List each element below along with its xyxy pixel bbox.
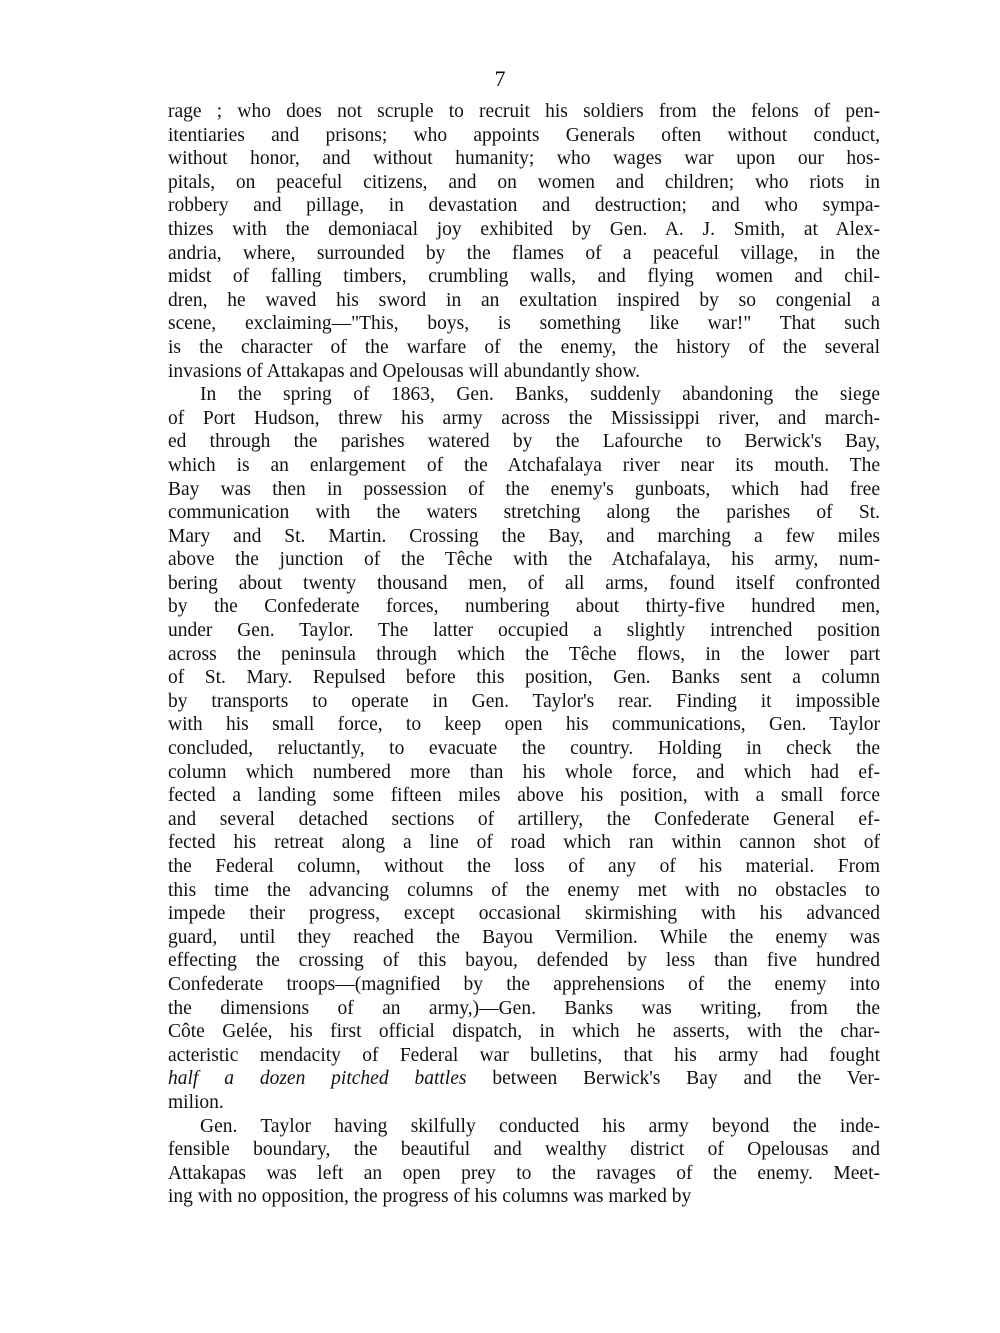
text-line: fected his retreat along a line of road which ran within cannon shot of [168,832,880,854]
text-line: ed through the parishes watered by the Lafourche to Berwick's Bay, [168,431,880,453]
text-line: acteristic mendacity of Federal war bulletins, that his army had fought [168,1044,880,1066]
text-line: is the character of the warfare of the enemy, the history of the several [168,336,880,358]
text-line: impede their progress, except occasional skirmishing with his advanced [168,903,880,925]
emphasized-phrase: half a dozen pitched battles [168,1068,467,1090]
text-line: above the junction of the Têche with the Atchafalaya, his army, num- [168,549,880,571]
text-line: fensible boundary, the beautiful and wealthy district of Opelousas and [168,1139,880,1161]
text-line: with his small force, to keep open his communications, Gen. Taylor [168,714,880,736]
text-line: without honor, and without humanity; who wages war upon our hos- [168,148,880,170]
text-line: Côte Gelée, his first official dispatch, in which he asserts, with the char- [168,1021,880,1043]
text-line: by transports to operate in Gen. Taylor's rear. Finding it impossible [168,690,880,712]
paragraph [168,1115,880,1209]
text-line: dren, he waved his sword in an exultation inspired by so congenial a [168,289,880,311]
text-line: column which numbered more than his whole force, and which had ef- [168,761,880,783]
text-line: the Federal column, without the loss of any of his material. From [168,856,880,877]
text-line: by the Confederate forces, numbering about thirty-five hundred men, [168,596,880,618]
text-line: of Port Hudson, threw his army across the Mississippi river, and march- [168,407,880,429]
text-line: effecting the crossing of this bayou, defended by less than five hundred [168,950,880,972]
text-line: itentiaries and prisons; who appoints Generals often without conduct, [168,124,880,146]
text-line: under Gen. Taylor. The latter occupied a slightly intrenched position [168,620,880,642]
text-line: andria, where, surrounded by the flames of a peaceful village, in the [168,242,880,264]
body-text [168,100,880,1209]
text-line: Attakapas was left an open prey to the ravages of the enemy. Meet- [168,1162,880,1184]
text-line: which is an enlargement of the Atchafalaya river near its mouth. The [168,454,880,476]
text-line: Confederate troops—(magnified by the apprehensions of the enemy into [168,973,880,995]
text-line: milion. [168,1091,224,1113]
text-line: communication with the waters stretching along the parishes of St. [168,502,880,524]
text-line: of St. Mary. Repulsed before this position, Gen. Banks sent a column [168,667,880,689]
text-line: fected a landing some fifteen miles above his position, with a small force [168,785,880,807]
page-number: 7 [494,66,506,91]
text-line: and several detached sections of artillery, the Confederate General ef- [168,808,880,830]
text-line: concluded, reluctantly, to evacuate the country. Holding in check the [168,738,880,760]
paragraph [168,100,880,383]
text-line: half a dozen pitched battles between Berwick's Bay and the Ver- [168,1068,880,1090]
text-line: Bay was then in possession of the enemy's gunboats, which had free [168,478,880,500]
text-line: thizes with the demoniacal joy exhibited by Gen. A. J. Smith, at Alex- [168,218,880,240]
text-line: In the spring of 1863, Gen. Banks, suddenly abandoning the siege [200,384,880,406]
text-line: robbery and pillage, in devastation and destruction; and who sympa- [168,195,880,217]
text-line: this time the advancing columns of the enemy met with no obstacles to [168,879,880,901]
text-line: guard, until they reached the Bayou Vermilion. While the enemy was [168,926,880,948]
text-line: the dimensions of an army,)—Gen. Banks was writing, from the [168,997,880,1019]
text-line: pitals, on peaceful citizens, and on women and children; who riots in [168,171,880,193]
text-line: invasions of Attakapas and Opelousas will abundantly show. [168,360,641,382]
text-line: midst of falling timbers, crumbling walls, and flying women and chil- [168,266,880,288]
text-line: ing with no opposition, the progress of his columns was marked by [168,1186,692,1208]
text-line: bering about twenty thousand men, of all arms, found itself confronted [168,572,880,594]
text-line: across the peninsula through which the Têche flows, in the lower part [168,643,880,665]
text-line: Mary and St. Martin. Crossing the Bay, and marching a few miles [168,525,880,547]
paragraph [168,383,880,1114]
text-line: scene, exclaiming—"This, boys, is something like war!" That such [168,313,880,335]
text-line: Gen. Taylor having skilfully conducted his army beyond the inde- [200,1115,880,1137]
text-line: rage ; who does not scruple to recruit his soldiers from the felons of pen- [168,101,880,122]
